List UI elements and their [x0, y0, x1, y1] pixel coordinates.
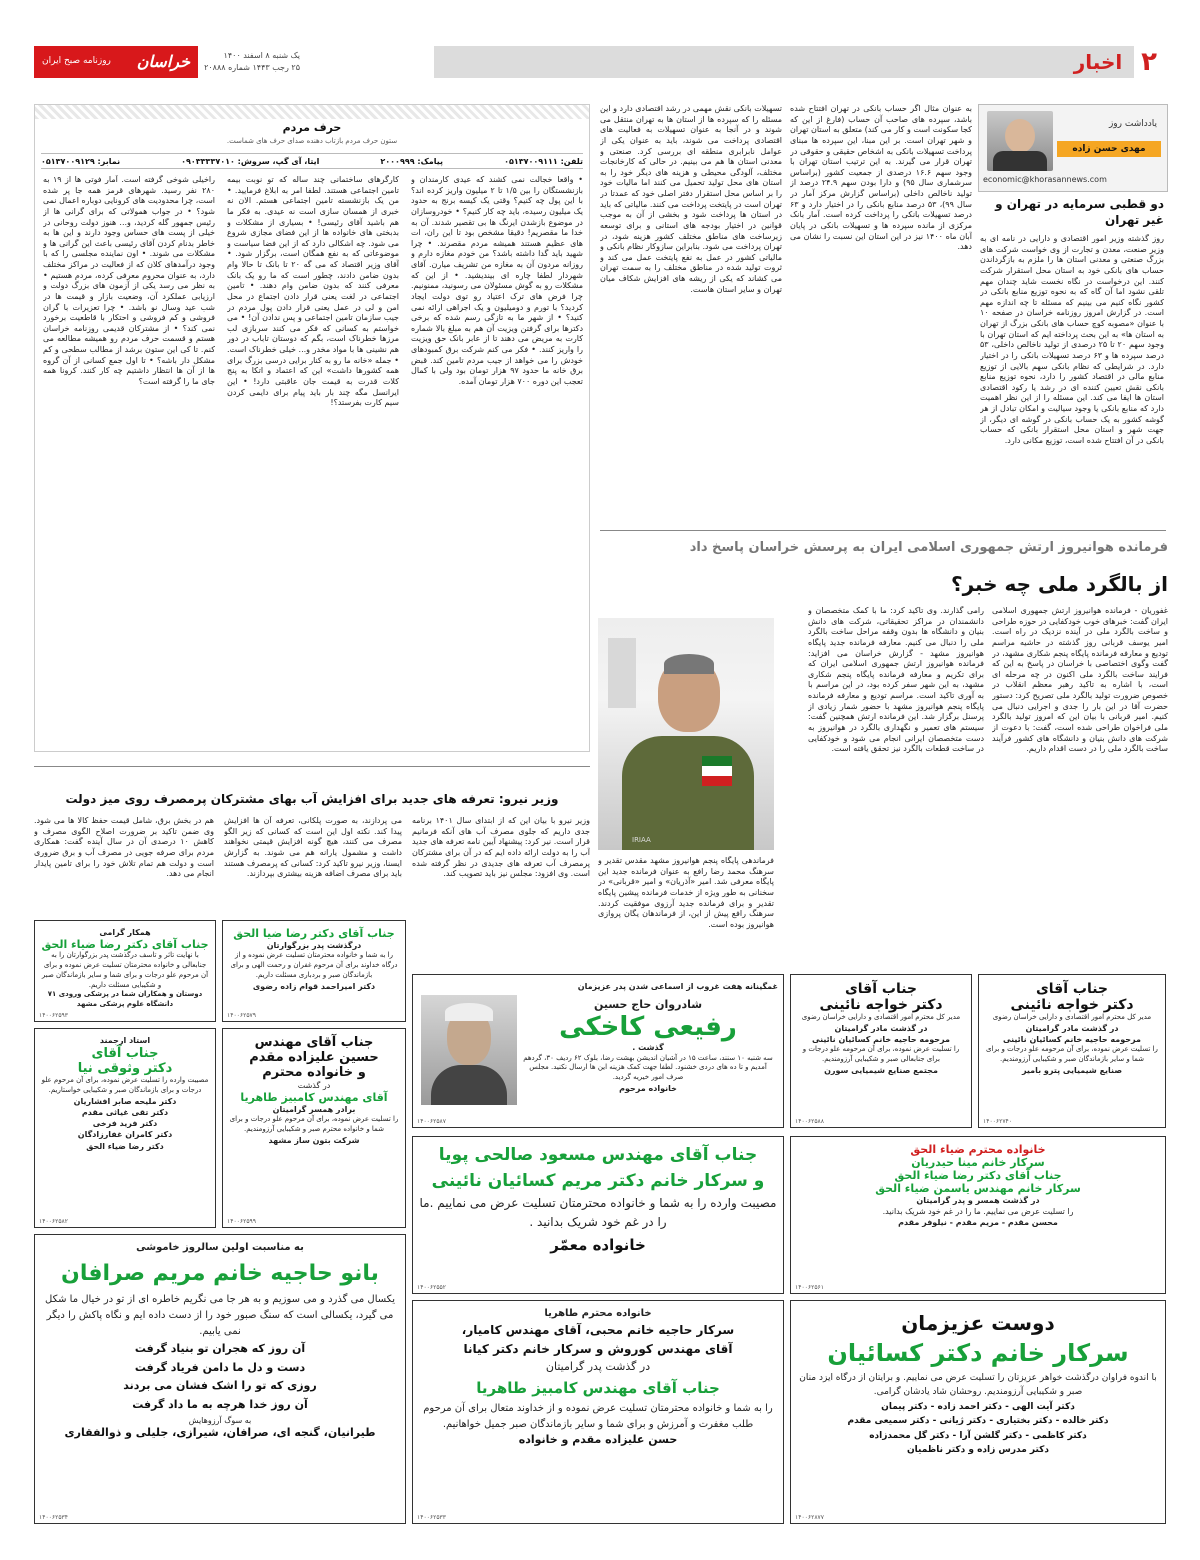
- ad-name: دکتر فرید فرخی: [92, 1119, 158, 1129]
- commander-photo: [598, 618, 774, 850]
- deceased-photo: [421, 995, 517, 1105]
- author-photo: [987, 111, 1053, 171]
- ad-title: دکتر خواجه نائینی: [819, 997, 943, 1013]
- ad-code: ۱۴۰۰۶۲۵۶۱: [795, 1284, 825, 1291]
- ad-line: در گذشت مادر گرامیتان: [834, 1023, 928, 1033]
- ad-text: با نهایت تاثر و تاسف درگذشت پدر بزرگوارتان را به جنابعالی و خانواده محترمتان تسلیت عرض نموده و برای آن مرحوم علو درجات و برای شما و سایر بازماندگان صبر و شکیبایی مسئلت داریم.: [41, 951, 209, 989]
- water-body-3: هم در بخش برق، شامل قیمت حفظ کالا ها می شود. وی ضمن تاکید بر ضرورت اصلاح الگوی مصرف و کاهش ۱۰ درصدی آن در سال آینده گفت: همکاری مردم برای صرفه جویی در مصرف آب و برق ضروری است و دولت هم تمام تلاش خود را برای تامین پایدار انجام می دهد.: [34, 816, 214, 879]
- ad-code: ۱۴۰۰۶۲۵۸۲: [39, 1218, 69, 1225]
- ad-name: دکتر تقی غیاثی مقدم: [81, 1107, 169, 1117]
- ad-code: ۱۴۰۰۶۲۵۳۳: [417, 1514, 447, 1521]
- contact-fax: نمابر: ۰۵۱۳۷۰۰۹۱۲۹: [41, 156, 121, 166]
- ad-name: رفیعی کاخکی: [559, 1012, 737, 1043]
- airforce-body-2: رامی گذارند. وی تاکید کرد: ما با کمک متخصصان و دانشمندان در مراکز تحقیقاتی، شرکت های دانش بنیان و دانشگاه ها بدون وقفه مراحل ساخت بالگرد ملی را دنبال می کنیم. معارفه فرمانده جدید پایگاه هوانیروز مشهد - گزارش خراسان می افزاید: فرمانده هوانیروز ارتش جمهوری اسلامی ایران که برای تکریم و معارفه فرمانده پایگاه پنجم شکاری مشهد، به این شهر سفر کرده بود، در این مراسم با به آوری تاکید است. مراسم تودیع و معارفه فرمانده پایگاه پنجم هوانیروز مشهد با حضور شمار زیادی از پرسنل برگزار شد. این فرمانده ارتش همچنین گفت: سیستم های تعمیر و نگهداری بالگرد در هوانیروز به دست متخصصان ایرانی انجام می شود و خودکفایی در ساخت قطعات بالگرد نیز تحقق یافته است.: [808, 606, 984, 754]
- ad-text: یکسال می گذرد و می سوزیم و به هر جا می نگریم خاطره ای از تو در خیال ما شکل می گیرد، یکسالی است که سنگ صبور خود را از دست داده ایم و نگاه پاکش را دیگر نمی یابیم.: [45, 1294, 395, 1337]
- page-header: [34, 46, 1164, 78]
- ad-poem-line: دست و دل ما دامن فریاد گرفت: [134, 1360, 306, 1374]
- harfe-mardom-subtitle: ستون حرف مردم بازتاب دهنده صدای حرف های شماست.: [226, 137, 398, 145]
- ad-signature: خانواده مرحوم: [619, 1083, 677, 1093]
- ad-line: گذشت .: [632, 1043, 664, 1053]
- ad-anniversary: [34, 1234, 406, 1524]
- ad-title: سرکار خانم مهندس یاسمن ضیاء الحق: [875, 1182, 1081, 1195]
- ad-text: با اندوه فراوان درگذشت خواهر عزیزتان را تسلیت عرض می نماییم. و برایتان از درگاه ایزد منان صبر و شکیبایی آرزومندیم. روحشان شاد یادشان گرامی.: [799, 1373, 1157, 1398]
- contact-messenger: ایتا، آی گپ، سروش: ۰۹۰۳۳۳۳۷۰۱۰: [181, 156, 320, 166]
- water-headline: وزیر نیرو: تعرفه های جدید برای افزایش آب بهای مشترکان پرمصرف روی میز دولت: [65, 792, 559, 806]
- ad-condolence-9: [790, 1136, 1166, 1294]
- column-body: روز گذشته وزیر امور اقتصادی و دارایی در نامه ای به وزیر صنعت، معدن و تجارت از وی خواست شرکت های بزرگ صنعتی و معدنی استان ها را ملزم به بازگرداندن حساب های بانکی خود به استان محل استقرار شرکت کنند. این درخواست در نگاه نخست شاید چندان مهم تلقی نشود اما آن گاه که به نحوه توزیع منابع بانکی در کشور نگاه کنیم می بینیم که مسئله تا چه اندازه مهم است. در گزارش امروز روزنامه خراسان در صفحه ۱۰ با عنوان «مصوبه کوچ حساب های بانکی بزرگ از تهران به استان ها» به این بحث پرداخته ایم که استان تهران با وجود سهم ۲۰ تا ۲۵ درصدی از تولید ناخالص داخلی، ۵۳ درصد سپرده ها و ۶۳ درصد تسهیلات بانکی را در اختیار دارد. در شرایطی که نظام بانکی سهم بالایی از توزیع منابع مالی در اقتصاد کشور را دارد، نحوه توزیع منابع بانکی نقش تعیین کننده ای در رشد یا رکود اقتصادی استان ها ایفا می کند. این مسئله را از این نظر اهمیت دارد که منابع بانکی یا وجود سیالیت و امکان تبادل از هر گوشه کشور به یک حساب بانکی در گوشه ای دیگر، از جهت شهر و استان محل استقرار بانکی که حساب بانکی در آن افتتاح شده است، توزیع مکانی دارد.: [980, 234, 1164, 445]
- date-line: یک شنبه ۸ اسفند ۱۴۰۰: [223, 51, 300, 60]
- ad-title: حسین علیزاده مقدم: [249, 1050, 379, 1065]
- ad-subtitle: مدیر کل محترم امور اقتصادی و دارایی خراسان رضوی: [992, 1013, 1152, 1021]
- ad-top-line: به مناسبت اولین سالروز خاموشی: [136, 1242, 304, 1253]
- ad-name: مرحومه حاجیه خانم کسائیان نائینی: [1003, 1034, 1141, 1044]
- ad-code: ۱۴۰۰۶۲۸۷۷: [795, 1514, 825, 1521]
- date-block: [200, 50, 300, 74]
- ad-signature: دوستان و همکاران شما در پزشکی ورودی ۷۱ دانشگاه علوم پزشکی مشهد: [47, 990, 203, 1009]
- ad-text: را تسلیت عرض می نماییم. ما را در غم خود شریک بدانید.: [882, 1207, 1074, 1217]
- ad-title: جناب آقای دکتر رضا ضیاء الحق: [41, 938, 209, 952]
- ad-line: به سوگ آرزوهایش: [188, 1415, 252, 1425]
- author-email: economic@khorasannews.com: [983, 175, 1107, 184]
- section-title: اخبار: [1073, 50, 1123, 74]
- ad-text: را به شما و خانواده محترمتان تسلیت عرض نموده و از خداوند متعال برای آن مرحوم طلب مغفرت و آمرزش و برای شما و سایر بازماندگان صبر جمیل خواهانیم.: [423, 1402, 773, 1430]
- ad-signature: حسن علیزاده مقدم و خانواده: [518, 1432, 678, 1446]
- ad-text: سه شنبه ۱۰ سنند، ساعت ۱۵ در آشیان اندیشن بهشت رضا، بلوک ۶۲ ردیف ۳۰، گردهم آمدیم و تا ده های دردی خشنود. لطفا جهت کمک هزینه این ها ارسال نکنید. مجلس صرف امور خیریه گردید.: [523, 1053, 773, 1082]
- ad-name: دکتر کاظمی - دکتر گلشن آرا - دکتر گل محمدزاده: [869, 1430, 1087, 1441]
- ad-top-line: خانواده محترم طاهریا: [544, 1308, 652, 1319]
- ad-name: دکتر ملیحه صابر افشاریان: [73, 1096, 177, 1106]
- contact-sms: پیامک: ۲۰۰۰۹۹۹: [380, 156, 443, 166]
- ad-signature: محسن مقدم - مریم مقدم - نیلوفر مقدم: [898, 1218, 1058, 1228]
- ad-code: ۱۴۰۰۶۲۵۵۲: [417, 1284, 447, 1291]
- author-name: مهدی حسن زاده: [1057, 141, 1161, 157]
- author-box: [978, 104, 1168, 192]
- ad-title: دکتر وثوقی نیا: [77, 1061, 173, 1077]
- ad-title: و خانواده محترم: [262, 1065, 366, 1080]
- ad-title: خانواده محترم ضیاء الحق: [910, 1143, 1046, 1156]
- ad-signature: مجتمع صنایع شیمیایی سورن: [824, 1065, 938, 1075]
- ad-code: ۱۴۰۰۶۲۷۴۰: [983, 1118, 1013, 1125]
- column-kicker: یادداشت روز: [1108, 119, 1157, 129]
- ad-condolence-4: [222, 920, 406, 1022]
- ad-condolence-11: [412, 1300, 784, 1524]
- ad-signature: طیرانیان، گنجه ای، صرافان، شیرازی، جلیلی و ذوالفقاری: [64, 1425, 376, 1439]
- water-body-1: وزیر نیرو با بیان این که از ابتدای سال ۱۴۰۱ برنامه جدی داریم که جلوی مصرف آب های آنکه فرمانیم قرار است. نیر کرد: پیشنهاد آیین نامه تعرفه های جدید آب را به دولت ارائه داده ایم که در آن برای مشترکان پرمصرف آب تعرفه های جدیدی در نظر گرفته شده است. وی افزود: مجلس نیز باید تصویب کند.: [412, 816, 590, 879]
- ad-title: سرکار خانم مینا حیدریان: [911, 1156, 1045, 1169]
- harfe-mardom-box: [34, 104, 590, 752]
- pattern-band: [35, 105, 589, 119]
- ad-condolence-5: [34, 920, 216, 1022]
- water-body-2: می پردازند، به صورت پلکانی، تعرفه آن ها افزایش پیدا کند. نکته اول این است که کسانی که زیر الگو مصرف می کنند، هیچ گونه افزایش قیمتی نخواهند داشت و مشمول یارانه هم می شوند. به گزارش ایسنا، وزیر نیرو تاکید کرد: کسانی که پرمصرف هستند باید برای مصرف اضافه هزینه بیشتری بپردازند.: [224, 816, 402, 879]
- ad-top-line: همکار گرامی: [99, 928, 151, 937]
- ad-line: در گذشت: [297, 1081, 331, 1090]
- harfe-mardom-col-3: راخیلی شوخی گرفته است. آمار فوتی ها از ۱۹ به ۲۸۰ نفر رسید. شهرهای قرمز همه جا پر شده است، چرا محدودیت های کرونایی دوباره اعمال نمی شود؟ • در جواب همولاتی که برای گرانی ها از رئیس جمهور گله کردید، و... هنوز دولت روحانی در خیلی از پست های حساس وجود دارند و این ها به خاطر بدنام کردن آقای رئیسی باعث این گرانی ها و مشکلات می شوند. • اون نماینده مجلسی را که با وجود درآمدهای کلان که از فعالیت در مراکز مختلف دارد، به عنوان محروم معرفی کرده، مردم هستیم • به نظر می رسد یکی از آزمون های بزرگ دولت و ارزیابی عملکرد آن، وضعیت بازار و قیمت ها در شب عید وسال نو باشد. • چرا تعزیرات با گران فروشی و کم فروشی و احتکار با قاطعیت برخورد نمی کند؟ • از مشترکان قدیمی روزنامه خراسان هستم و قسمت حرف مردم رو همیشه مطالعه می کنم. تا کی این ستون برشد از مطالب سطحی و کم مشکل دار باشه؟ • تا اول جمع کسانی از آن گروه ها از آن ها انتظار داشتیم چه کار کنند. کرونا همه جای ما را گرفته است؟: [43, 175, 215, 386]
- ad-text: را به شما و خانواده محترمتان تسلیت عرض نموده و از درگاه خداوند برای آن مرحوم غفران و رحمت الهی و برای بازماندگان صبر و بردباری مسئلت داریم.: [230, 951, 398, 979]
- harfe-mardom-col-2: کارگرهای ساختمانی چند ساله که تو نوبت بیمه تامین اجتماعی هستند. لطفا امر به ابلاغ فرمایید. • من یک بازنشسته تامین اجتماعی هستم. الان نه خبری از همسان سازی است نه عیدی. به فکر ما هم باشید آقای رئیسی! • بسیاری از مشکلات و بدبختی های خانواده ها از این فضای مجازی شروع می شود. چه اشکالی دارد که از این فضا سیاست و موضوعاتی که به نفع همگان است، برگزار شود. • آقای وزیر اقتصاد که می گه ۲۰ تا بانک تا حالا وام بدون ضامن دادند، چطور است که ما رو یک بانک معرفی کنند که بدون ضامن وام دهند. • تامین اجتماعی در لغت یعنی قرار دادن اجتماع در محل امن و لی در عمل یعنی قرار دادن پول مردم در جیب سازمان تامین اجتماعی و پس ندادن آن! • می خواستم به کسانی که فکر می کنند سربازی لب مرزها خطرناک است، بگم که دوستان تاباب در دور هم نشینی ها با مواد مخدر و... خیلی خطرناک است. • جمله «خانه ما رو به کنار برایی درسی بزرگ برای همه کشورها داشت» این که اعتماد و اتکا به پنج کلات قدرت به قیمت جان عاقبتی دارد! • این ایرانسل مگه چند بار باید پیام برای دایمی کردن سیم کارت بفرستد؟!: [227, 175, 399, 408]
- ad-title: و سرکار خانم دکتر مریم کسائیان نائینی: [431, 1170, 765, 1191]
- ad-code: ۱۴۰۰۶۲۵۹۹: [227, 1218, 257, 1225]
- logo-text: خراسان: [136, 52, 190, 71]
- logo-subtitle: روزنامه صبح ایران: [42, 56, 111, 66]
- ad-code: ۱۴۰۰۶۲۵۳۴: [39, 1514, 69, 1521]
- ad-signature: صنایع شیمیایی پترو بامیر: [1021, 1065, 1123, 1075]
- ad-title: سرکار حاجیه خانم محبی، آقای مهندس کامیار،: [461, 1323, 735, 1337]
- ad-name: دکتر آیت الهی - دکتر احمد زاده - دکتر پیمان: [881, 1401, 1075, 1412]
- ad-title: آقای مهندس کوروش و سرکار خانم دکتر کیانا: [463, 1342, 733, 1357]
- airforce-body-1: غفوریان - فرمانده هوانیروز ارتش جمهوری اسلامی ایران گفت: خبرهای خوب خودکفایی در حوزه طراحی و ساخت بالگرد ملی در آینده نزدیک در راه است. امیر یوسف قربانی روز گذشته در حاشیه مراسم تودیع و معارفه فرمانده پایگاه پنجم شکاری مشهد، در گفت وگوی اختصاصی با خراسان در پاسخ به این که فرایند ساخت بالگرد ملی اکنون در چه مرحله ای است، با اشاره به تاکید رهبر معظم انقلاب در خصوص ضرورت تولید بالگرد ملی تصریح کرد: دستور حضرت آقا در این بار را جدی و اجرایی دنبال می کنیم. امیر قربانی با بیان این که امروز تولید بالگرد ملی فراخوان طراحی شده است، گفت: با دعوت از شرکت های دانش بنیان و دانشگاه های کشور فرآیند ساخت بالگرد ملی را در دست اقدام داریم.: [992, 606, 1168, 754]
- ad-name: بانو حاجیه خانم مریم صرافان: [61, 1261, 379, 1286]
- harfe-mardom-title: حرف مردم: [282, 121, 342, 134]
- column-title: دو قطبی سرمایه در تهران و غیر تهران: [995, 197, 1164, 228]
- photo-caption: IRIAA: [632, 836, 651, 844]
- ad-name: دکتر رضا ضیاء الحق: [86, 1141, 164, 1151]
- ad-text: را تسلیت عرض نموده، برای آن مرحومه علو درجات و برای شما و سایر بازماندگان صبر و شکیبایی آرزومندیم.: [986, 1045, 1158, 1063]
- ad-name: دکتر خالده - دکتر بختیاری - دکتر ژیانی - دکتر سمیعی مقدم: [847, 1416, 1109, 1427]
- ad-line: در گذشت پدر گرامیتان: [545, 1360, 651, 1374]
- ad-title: جناب آقای دکتر رضا ضیاء الحق: [894, 1169, 1062, 1182]
- ad-name: سرکار خانم دکتر کسائیان: [827, 1339, 1129, 1367]
- ad-condolence-6: [222, 1028, 406, 1228]
- ad-text: مصیبت وارده را به شما و خانواده محترمتان تسلیت عرض می نماییم .ما را در غم خود شریک بدانید .: [419, 1196, 777, 1230]
- ad-condolence-2: [790, 974, 972, 1128]
- ad-poem-line: آن روز که هجران تو بنیاد گرفت: [134, 1342, 306, 1355]
- ad-title: جناب آقای: [844, 981, 918, 997]
- ad-signature: خانواده معمّر: [550, 1236, 646, 1255]
- ad-code: ۱۴۰۰۶۲۵۸۸: [795, 1118, 825, 1125]
- ad-title: جناب آقای مهندس: [254, 1035, 374, 1050]
- ad-title: دوست عزیزمان: [901, 1311, 1055, 1335]
- contact-phone: تلفن: ۰۵۱۳۷۰۰۹۱۱۱: [504, 156, 583, 166]
- ad-name: مرحومه حاجیه خانم کسائیان نائینی: [812, 1034, 950, 1044]
- ad-code: ۱۴۰۰۶۲۵۸۷: [417, 1118, 447, 1125]
- page-number: ۲: [1141, 47, 1157, 77]
- ad-subtitle: مدیر کل محترم امور اقتصادی و دارایی خراسان رضوی: [801, 1013, 961, 1021]
- ad-name: دکتر کامران غفارزادگان: [77, 1130, 173, 1140]
- ad-title: جناب آقای مهندس مسعود صالحی پویا: [438, 1145, 758, 1165]
- issue-line: ۲۵ رجب ۱۴۴۳ شماره ۲۰۸۸۸: [204, 63, 300, 72]
- divider: [34, 766, 590, 767]
- ad-text: را تسلیت عرض نموده، برای آن مرحوم علو درجات و برای شما و خانواده محترم صبر و شکیبایی آرزومندیم.: [229, 1115, 399, 1134]
- ad-condolence-1: [978, 974, 1166, 1128]
- ad-title: جناب آقای: [91, 1046, 159, 1062]
- section-bar: [434, 46, 1134, 78]
- harfe-mardom-col-1: • واقعا خجالت نمی کشند که عیدی کارمندان و بازنشستگان را بین ۱/۵ تا ۲ میلیون واریز کرده اند؟ با این پول چه کنیم؟ وقتی یک کیسه برنج به حدود یک میلیون رسیده، باید چه کار کنیم؟ • خودروسازان در موضوع بازشدن ایرنگ ها بی تقصیر شدند. آن به خدا ما مقصریم! دقیقا مشخص بود تا این ران، ات های عظیم هستند همیشه مردم مقصرند. • چرا شهید باید گدا داشته باشد؟ من خودم مغازه دارم و روزانه مردون آن به مغازه من تشریف میارن. آقای شهردار لطفا چاره ای بیندیشید. • از این که مشکلات رو به گوش مسئولان می رسونید، ممنونیم. چرا فرض های ترک اعتیاد رو توی دولت ایجاد کردید؟ با تورم و دومیلیون و یک اجراهی ارائه نمی کنید؟ • از شهر ما به تازگی رسم شده که برخی دکترها برای گرفتن ویزیت آن هم به مبلغ بالا شماره کارت به مریض می دهند تا از عابر بانک حق ویزیت را واریز کنند. • فکر می کنم شرکت برق کمبودهای خودش را می خواهد از جیب مردم تامین کند. قبض برق خانه ما حدود ۹۷ هزار تومان بود ولی با کمال تعجب این دوره ۷۰۰ هزار تومان آمده.: [411, 175, 583, 386]
- ad-memorial: [412, 974, 784, 1128]
- ad-poem-line: روزی که تو را اشک فشان می بردند: [123, 1379, 317, 1393]
- ad-text: مصیبت وارده را تسلیت عرض نموده، برای آن مرحوم علو درجات و برای بازماندگان صبر و شکیبایی خواستاریم.: [41, 1076, 209, 1094]
- ad-name: دکتر مدرس زاده و دکتر ناظمیان: [906, 1444, 1050, 1455]
- ad-signature: شرکت بتون ساز مشهد: [268, 1135, 360, 1145]
- contact-bar: [41, 153, 583, 169]
- ad-text: را تسلیت عرض نموده، برای آن مرحومه علو درجات و برای جنابعالی صبر و شکیبایی آرزومندیم.: [802, 1045, 960, 1063]
- ad-title: جناب آقای دکتر رضا ضیا الحق: [233, 927, 395, 940]
- ad-condolence-12: [790, 1300, 1166, 1524]
- ad-title: دکتر خواجه نائینی: [1010, 997, 1134, 1013]
- ad-name: جناب آقای مهندس کامبیز طاهریا: [476, 1378, 720, 1397]
- airforce-kicker: فرمانده هوانیروز ارتش جمهوری اسلامی ایران به پرسش خراسان پاسخ داد: [689, 540, 1168, 555]
- ad-line: در گذشت همسر و پدر گرامیتان: [916, 1196, 1040, 1205]
- newspaper-logo: [34, 46, 198, 78]
- airforce-body-3: فرماندهی پایگاه پنجم هوانیروز مشهد مقدس تقدیر و سرهنگ محمد رضا رافع به عنوان فرمانده جدید این پایگاه معرفی شد. امیر «آذریان» و امیر «قربانی» در سخنانی به طور ویژه از خدمات فرمانده پیشین پایگاه تقدیر و برای فرمانده جدید آرزوی موفقیت کردند. سرهنگ رافع پیش از این، از فرماندهان یگان پروازی هوانیروز بوده است.: [598, 856, 774, 929]
- ad-line: درگذشت پدر بزرگوارتان: [266, 941, 362, 950]
- ad-condolence-7: [34, 1028, 216, 1228]
- airforce-headline: از بالگرد ملی چه خبر؟: [950, 572, 1168, 596]
- ad-line-2: برادر همسر گرامیتان: [272, 1105, 356, 1115]
- column-article: [978, 104, 1168, 524]
- ad-prefix: شادروان حاج حسین: [593, 998, 703, 1011]
- ad-signature: دکتر امیراحمد قوام زاده رضوی: [252, 981, 376, 991]
- divider: [600, 530, 1166, 531]
- ad-title: جناب آقای: [1035, 981, 1109, 997]
- ad-name: آقای مهندس کامبیز طاهریا: [240, 1091, 388, 1105]
- ad-condolence-8: [412, 1136, 784, 1294]
- ad-top-line: غمگینانه هفت غروب از اسماعی شدن پدر عزیزمان: [577, 982, 778, 991]
- column-body-3: تسهیلات بانکی نقش مهمی در رشد اقتصادی دارد و این مسئله را که سپرده ها از استان ها به تهران منتقل می شوند و در آنجا به عنوان تسهیلات به فعالیت های اقتصادی پرداخت می شوند، باید به عنوان یکی از عوامل نابرابری منطقه ای بررسی کرد. صنعتی و معدنی استان ها هم می بینیم. در حالی که کارخانجات مختلف، آلودگی محیطی و هزینه های دیگر خود را به استان های محل تولید تحمیل می کنند اما مالیات خود را بر اساس محل استقرار دفتر اصلی خود که عمدتا در تهران است در پایتخت پرداخت می کنند. مالیاتی که باید در استان ها پرداخت شود و بخشی از آن به موجب قوانین در اختیار بودجه های استانی و برای توسعه زیرساخت های مناطق مختلف کشور هزینه شود، در تهران پرداخت می شود. بنابراین سازوکار نظام بانکی و مالیاتی کشور در عمل به نفع پایتخت عمل می کند و ثروت تولید شده در مناطق مختلف را به سمت تهران می کشاند که یکی از ریشه های افزایش شکاف میان تهران و سایر استان هاست.: [600, 104, 782, 294]
- ad-line: در گذشت مادر گرامیتان: [1025, 1023, 1119, 1033]
- ad-code: ۱۴۰۰۶۲۵۹۳: [39, 1012, 69, 1019]
- column-body-2: به عنوان مثال اگر حساب بانکی در تهران افتتاح شده باشد، سپرده های صاحب آن حساب (فارغ از این که کجا سکونت است و کار می کند) متعلق به استان تهران و شهر تهران است. بر این مبنا، این سپرده ها مبنای پرداخت تسهیلات بانکی به اشخاص حقیقی و حقوقی در تهران قرار می گیرند. به این ترتیب استان تهران با وجود سهم ۱۶.۶ درصدی از جمعیت کشور (براساس سرشماری سال ۹۵) و دارا بودن سهم ۲۴.۹ درصد از تولید ناخالص داخلی (براساس گزارش مرکز آمار در سال ۹۹)، ۵۳ درصد منابع بانکی را در اختیار دارد و ۶۳ درصد تسهیلات بانکی را پرداخت کرده است. آمار بانک مرکزی از مانده سپرده ها و تسهیلات بانکی در پایان آبان ماه ۱۴۰۰ نیز در این استان این نسبت را نشان می دهد.: [790, 104, 972, 252]
- ad-top-line: استاد ارجمند: [99, 1036, 151, 1045]
- ad-code: ۱۴۰۰۶۲۵۷۹: [227, 1012, 257, 1019]
- ad-poem-line: آن روز خدا هرچه به ما داد گرفت: [132, 1398, 308, 1412]
